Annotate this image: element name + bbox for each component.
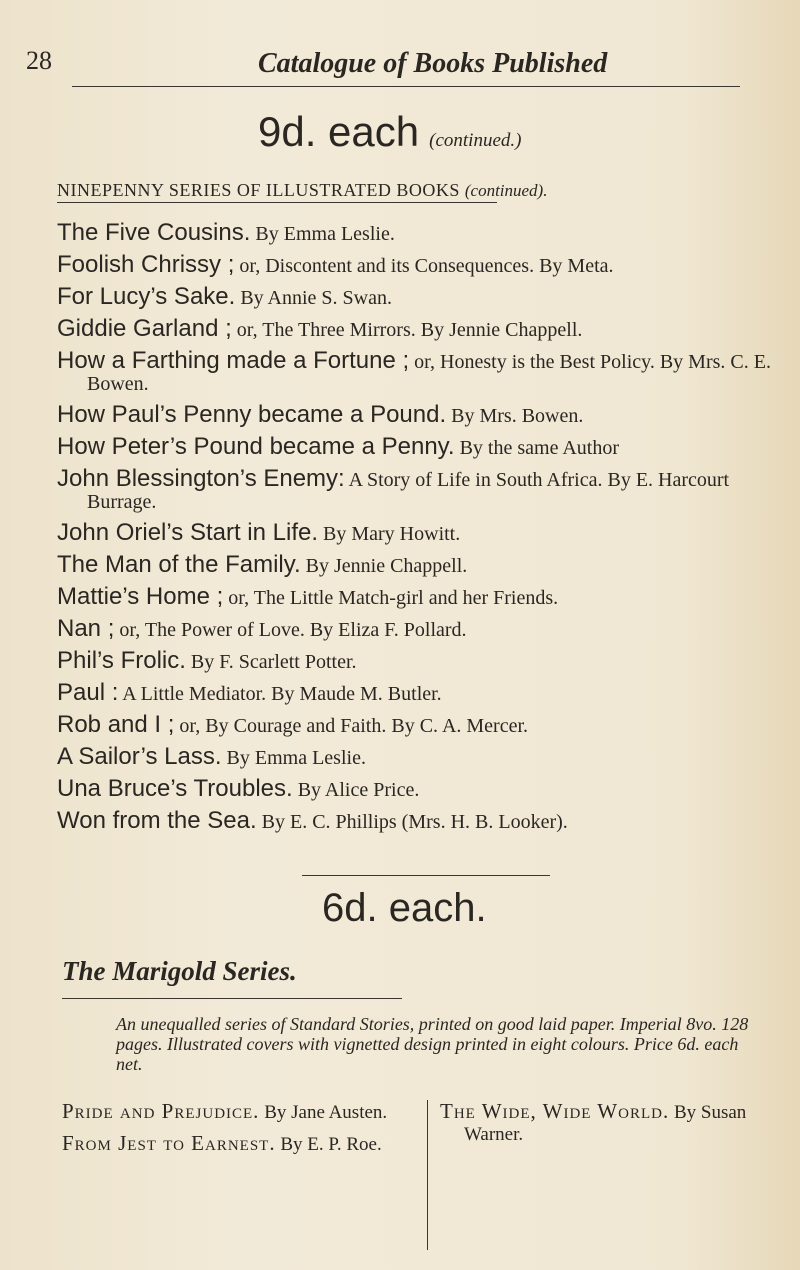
marigold-book-author: By Jane Austen.	[259, 1102, 388, 1123]
book-title: John Blessington’s Enemy:	[57, 465, 345, 492]
continued-note: (continued.)	[429, 130, 522, 151]
book-title: Mattie’s Home ;	[57, 583, 224, 610]
series-rule	[57, 202, 497, 203]
ninepenny-book-list	[57, 219, 772, 842]
ninepenny-price-heading	[258, 108, 521, 156]
marigold-book-author: By Susan Warner.	[464, 1102, 747, 1145]
book-title: The Man of the Family.	[57, 551, 301, 578]
marigold-series-title: The Marigold Series.	[62, 956, 297, 986]
book-detail: By Alice Price.	[292, 779, 420, 801]
series-title: NINEPENNY SERIES OF ILLUSTRATED BOOKS	[57, 180, 460, 200]
marigold-book-title: Pride and Prejudice.	[62, 1099, 260, 1123]
book-detail: or, Honesty is the Best Policy. By Mrs. C. E. Bowen.	[87, 351, 771, 395]
book-detail: or, The Power of Love. By Eliza F. Pollard.	[114, 619, 467, 641]
book-detail: or, Discontent and its Consequences. By Meta.	[234, 255, 614, 277]
marigold-book-entry	[62, 1132, 402, 1156]
marigold-right-column	[440, 1100, 780, 1154]
book-entry	[57, 647, 772, 674]
series-heading	[57, 180, 547, 201]
book-entry	[57, 551, 772, 578]
header-rule	[72, 86, 740, 87]
book-entry	[57, 401, 772, 428]
book-entry	[57, 583, 772, 610]
book-entry	[57, 679, 772, 706]
book-detail: A Little Mediator. By Maude M. Butler.	[118, 683, 442, 705]
marigold-book-title: The Wide, Wide World.	[440, 1099, 670, 1123]
marigold-book-entry	[440, 1100, 780, 1146]
book-title: Nan ;	[57, 615, 115, 642]
book-detail: By Mary Howitt.	[318, 523, 461, 545]
book-title: How a Farthing made a Fortune ;	[57, 347, 410, 374]
book-title: Una Bruce’s Troubles.	[57, 775, 293, 802]
book-title: Rob and I ;	[57, 711, 175, 738]
book-detail: By E. C. Phillips (Mrs. H. B. Looker).	[256, 811, 568, 833]
book-entry	[57, 283, 772, 310]
book-entry	[57, 743, 772, 770]
book-detail: By Jennie Chappell.	[300, 555, 468, 577]
series-description: An unequalled series of Standard Stories, printed on good laid paper. Imperial 8vo. 128 pages. Illustrated covers with vignetted design printed in eight colours. Price 6d. each net.	[116, 1014, 749, 1074]
section-divider	[302, 875, 550, 876]
book-entry	[57, 711, 772, 738]
book-entry	[57, 219, 772, 246]
book-entry	[57, 465, 772, 513]
marigold-left-column	[62, 1100, 402, 1164]
book-detail: By the same Author	[454, 437, 620, 459]
book-detail: or, The Three Mirrors. By Jennie Chappell.	[231, 319, 583, 341]
marigold-rule	[62, 998, 402, 999]
book-detail: or, By Courage and Faith. By C. A. Mercer.	[174, 715, 529, 737]
book-title: Paul :	[57, 679, 119, 706]
book-detail: By F. Scarlett Potter.	[185, 651, 357, 673]
book-title: Phil’s Frolic.	[57, 647, 186, 674]
marigold-book-author: By E. P. Roe.	[275, 1134, 382, 1155]
marigold-book-entry	[62, 1100, 402, 1124]
book-entry	[57, 615, 772, 642]
column-divider	[427, 1100, 428, 1250]
book-entry	[57, 251, 772, 278]
book-detail: By Emma Leslie.	[250, 223, 395, 245]
book-entry	[57, 315, 772, 342]
series-continued: (continued).	[464, 181, 548, 200]
price-label: 9d. each	[258, 108, 420, 155]
book-title: Foolish Chrissy ;	[57, 251, 235, 278]
book-entry	[57, 807, 772, 834]
book-detail: A Story of Life in South Africa. By E. Harcourt Burrage.	[87, 469, 730, 513]
book-detail: or, The Little Match-girl and her Friends.	[223, 587, 559, 609]
book-title: John Oriel’s Start in Life.	[57, 519, 319, 546]
book-title: The Five Cousins.	[57, 219, 251, 246]
marigold-book-title: From Jest to Earnest.	[62, 1131, 276, 1155]
book-detail: By Emma Leslie.	[221, 747, 366, 769]
book-entry	[57, 519, 772, 546]
page-number: 28	[26, 46, 52, 75]
book-entry	[57, 347, 772, 395]
running-title: Catalogue of Books Published	[258, 48, 608, 79]
book-detail: By Annie S. Swan.	[235, 287, 392, 309]
book-title: Giddie Garland ;	[57, 315, 232, 342]
book-detail: By Mrs. Bowen.	[446, 405, 584, 427]
book-title: How Peter’s Pound became a Penny.	[57, 433, 455, 460]
book-entry	[57, 433, 772, 460]
book-title: Won from the Sea.	[57, 807, 257, 834]
book-title: How Paul’s Penny became a Pound.	[57, 401, 447, 428]
sixpenny-price-heading: 6d. each.	[322, 886, 487, 930]
book-entry	[57, 775, 772, 802]
book-title: For Lucy’s Sake.	[57, 283, 236, 310]
book-title: A Sailor’s Lass.	[57, 743, 222, 770]
